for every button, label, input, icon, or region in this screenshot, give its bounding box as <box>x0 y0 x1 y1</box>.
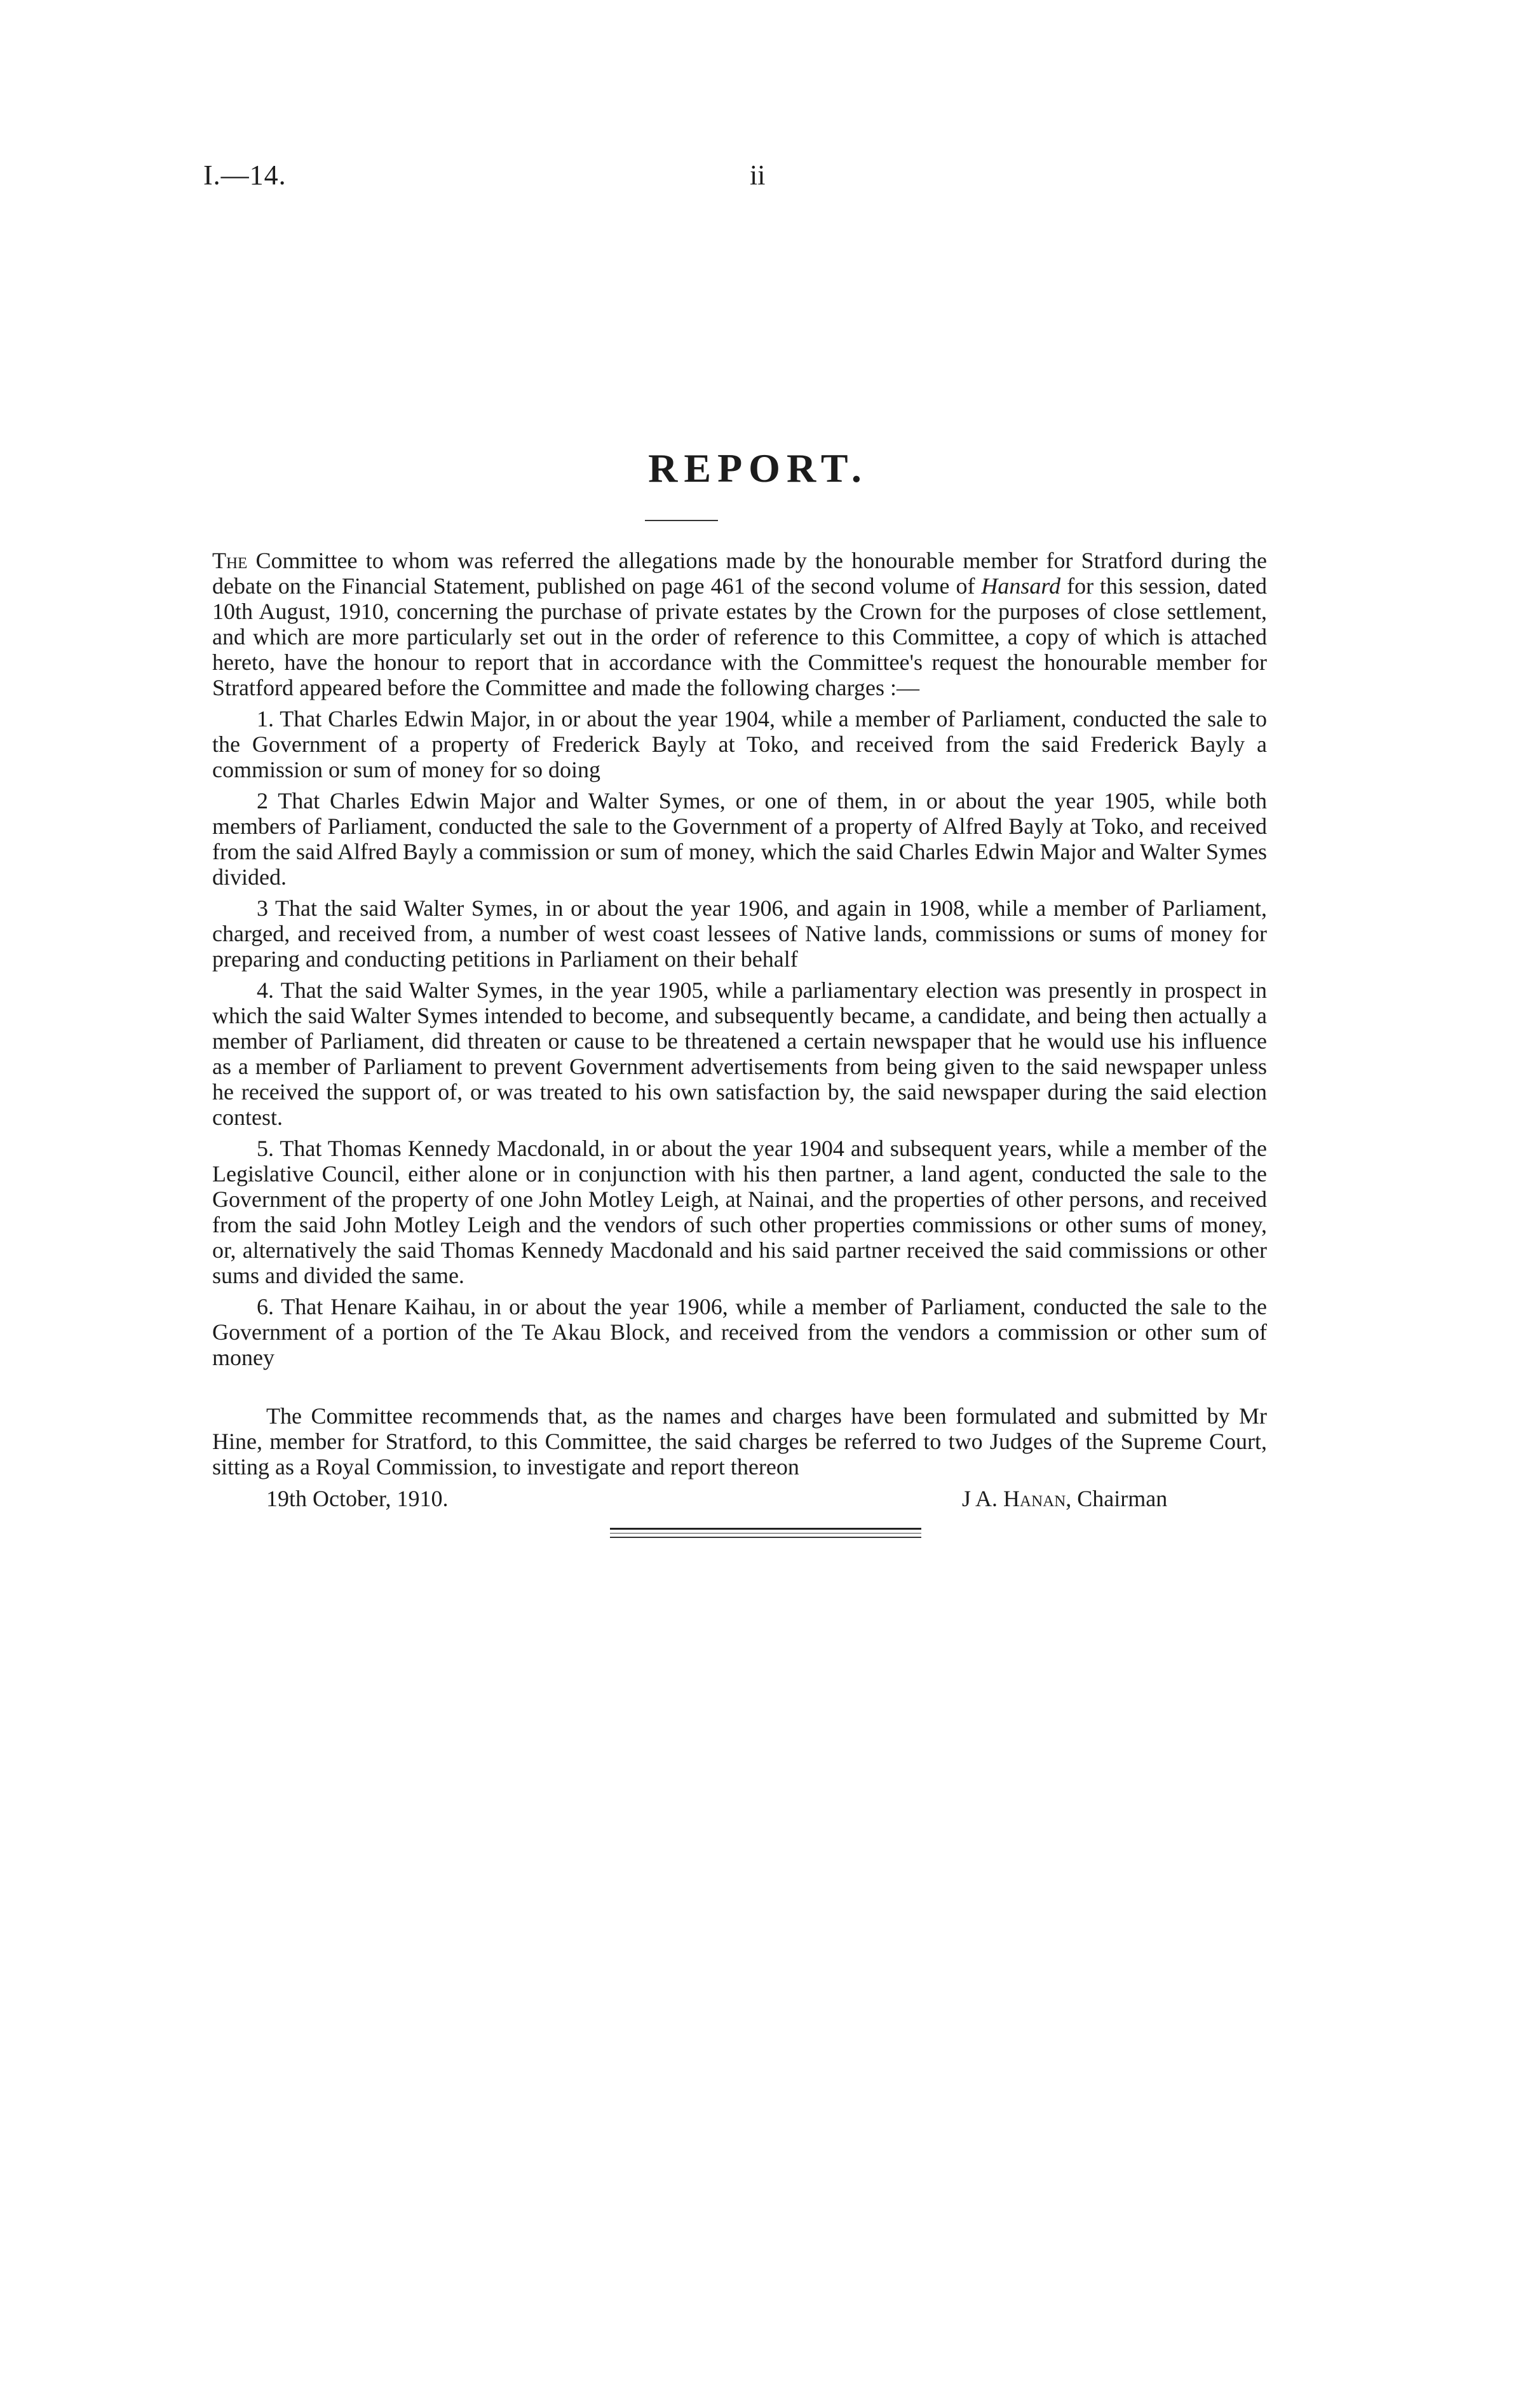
signature-role: Chairman <box>1077 1486 1168 1511</box>
signature-surname: Hanan, <box>1003 1486 1072 1511</box>
end-rule-middle <box>610 1533 921 1534</box>
report-title: REPORT. <box>648 446 868 491</box>
charge-4: 4. That the said Walter Symes, in the year 1905, while a parliamentary election was presently in prospect in which the said Walter Symes intended to become, and subsequently became, a candidate, and being then actually a member of Parliament, did threaten or cause to be threatened a certain newspaper that he would use his influence as a member of Parliament to prevent Government advertisements from being given to the said newspaper unless he received the support of, or was treated to his own satisfaction by, the said newspaper during the said election contest. <box>212 977 1267 1130</box>
signature-initials: J A. <box>962 1486 998 1511</box>
end-rule-bottom <box>610 1537 921 1538</box>
signature-name <box>962 1486 1167 1511</box>
charge-2: 2 That Charles Edwin Major and Walter Symes, or one of them, in or about the year 1905, while both members of Parliament, conducted the sale to the Government of a property of Alfred Bayly at Toko, and received from the said Alfred Bayly a commission or sum of money, which the said Charles Edwin Major and Walter Symes divided. <box>212 788 1267 890</box>
intro-italic-hansard: Hansard <box>981 573 1061 599</box>
intro-text-part-2: for this session, dated 10th August, 1910, concerning the purchase of private estates by the Crown for the purposes of close settlement, and which are more particularly set out in the order of reference to this Committee, a copy of which is attached hereto, have the honour to report that in accordance with the Committee's request the honourable member for Stratford appeared before the Committee and made the following charges :— <box>212 573 1267 700</box>
recommendation-paragraph: The Committee recommends that, as the names and charges have been formulated and submitted by Mr Hine, member for Stratford, to this Committee, the said charges be referred to two Judges of the Supreme Court, sitting as a Royal Commission, to investigate and report thereon <box>212 1403 1267 1479</box>
intro-lead-word: The <box>212 548 248 573</box>
title-divider <box>645 520 718 521</box>
charge-6: 6. That Henare Kaihau, in or about the year 1906, while a member of Parliament, conducted the sale to the Government of a portion of the Te Akau Block, and received from the vendors a commission or other sum of money <box>212 1294 1267 1370</box>
intro-text-part-1: Committee to whom was referred the allegations made by the honourable member for Stratford during the debate on the Financial Statement, published on page 461 of the second volume of <box>212 548 1267 599</box>
signature-date: 19th October, 1910. <box>266 1486 449 1511</box>
signature-block <box>212 1486 1267 1513</box>
charge-1: 1. That Charles Edwin Major, in or about the year 1904, while a member of Parliament, conducted the sale to the Government of a property of Frederick Bayly at Toko, and received from the said Frederick Bayly a commission or sum of money for so doing <box>212 706 1267 782</box>
charge-3: 3 That the said Walter Symes, in or about the year 1906, and again in 1908, while a member of Parliament, charged, and received from, a number of west coast lessees of Native lands, commissions or sums of money for preparing and conducting petitions in Parliament on their behalf <box>212 895 1267 972</box>
end-rule-top <box>610 1528 921 1530</box>
charge-5: 5. That Thomas Kennedy Macdonald, in or about the year 1904 and subsequent years, while a member of the Legislative Council, either alone or in conjunction with his then partner, a land agent, conducted the sale to the Government of the property of one John Motley Leigh, at Nainai, and the properties of other persons, and received from the said John Motley Leigh and the vendors of such other properties commissions or other sums of money, or, alternatively the said Thomas Kennedy Macdonald and his said partner received the said commissions or other sums and divided the same. <box>212 1136 1267 1288</box>
page-number: ii <box>750 160 766 191</box>
document-reference: I.—14. <box>203 160 287 191</box>
intro-paragraph <box>212 548 1267 700</box>
report-body <box>212 548 1267 1513</box>
